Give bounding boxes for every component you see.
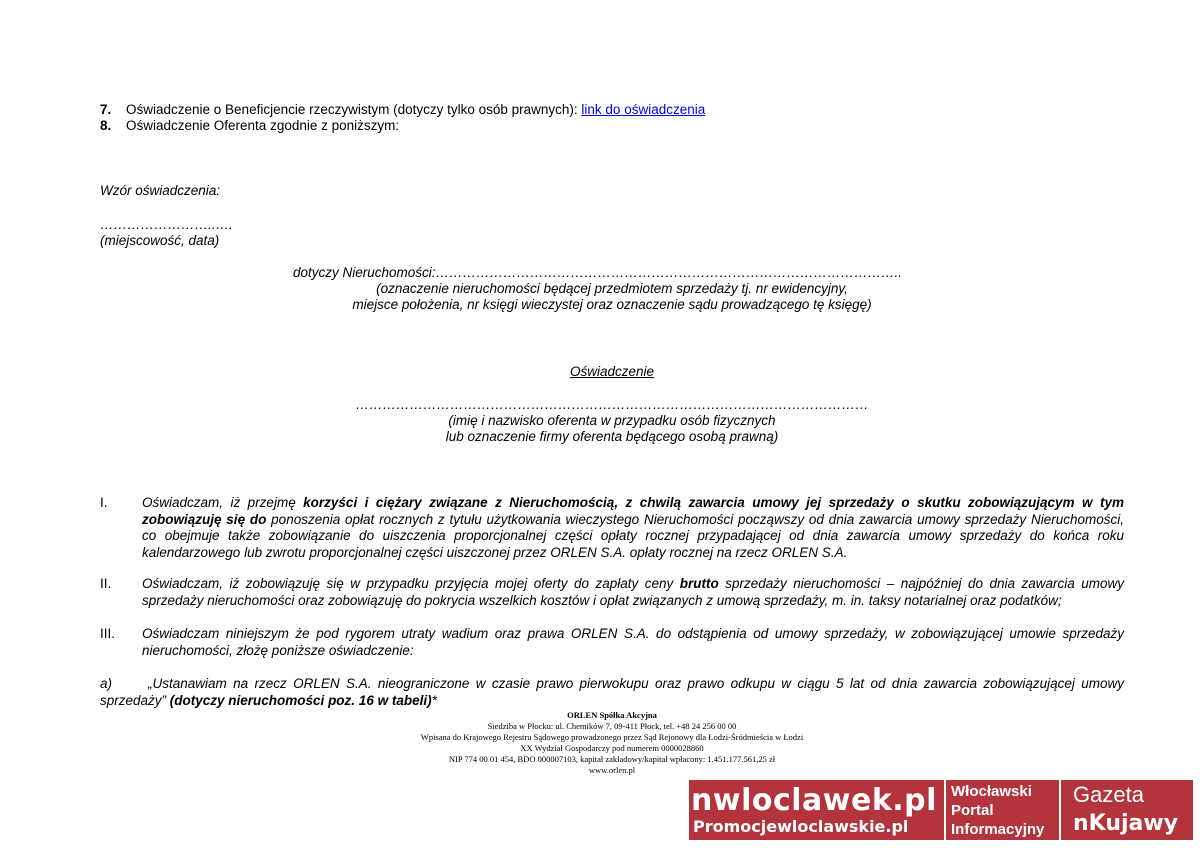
property-desc-2: miejsce położenia, nr księgi wieczystej oraz oznaczenie sądu prowadzącego tę księgę) xyxy=(352,297,872,312)
footer-line-3: XX Wydział Gospodarczy pod numerem 0000028860 xyxy=(520,743,704,753)
banner-portal xyxy=(951,782,1044,839)
item-7-text: Oświadczenie o Beneficjencie rzeczywistym (dotyczy tylko osób prawnych): xyxy=(126,102,582,117)
banner-portal-line-2: Portal xyxy=(951,802,994,819)
banner-site: nwloclawek.pl xyxy=(691,783,937,818)
paragraph-a-text: „Ustanawiam na rzecz ORLEN S.A. nieograniczone w czasie prawo pierwokupu oraz prawo odkupu w ciągu 5 lat od dnia zawarcia zobowiązującej umowy sprzedaży” xyxy=(100,676,1124,708)
footer-line-2: Wpisana do Krajowego Rejestru Sądowego prowadzonego przez Sąd Rejonowy dla Łodzi-Śródmieścia w Łodzi xyxy=(420,732,804,742)
document-footer xyxy=(300,710,924,776)
footer-line-4: NIP 774 00 01 454, BDO 000007103, kapitał zakładowy/kapitał wpłacony: 1.451.177.561,25 zł xyxy=(448,754,776,764)
item-8-number: 8. xyxy=(100,118,112,133)
paragraph-a-asterisk: * xyxy=(431,692,437,708)
place-date-dots: ……………………..…. xyxy=(100,217,233,232)
item-7 xyxy=(100,102,705,118)
paragraph-i-number: I. xyxy=(100,495,108,510)
paragraph-a xyxy=(100,676,1124,709)
banner-promo: Promocjewloclawskie.pl xyxy=(693,817,909,836)
property-line: dotyczy Nieruchomości:………………………………………………………………………………………….. xyxy=(293,265,903,280)
paragraph-iii-text: Oświadczam niniejszym że pod rygorem utraty wadium oraz prawa ORLEN S.A. do odstąpienia od umowy sprzedaży, w zobowiązującej umowie sprzedaży nieruchomości, złożę poniższe oświadczenie: xyxy=(142,626,1124,658)
banner-nkujawy: nKujawy xyxy=(1073,811,1179,836)
banner-divider xyxy=(944,780,946,840)
paragraph-i xyxy=(100,495,1124,561)
banner-divider xyxy=(1059,780,1061,840)
beneficiary-statement-link[interactable]: link do oświadczenia xyxy=(581,102,706,117)
paragraph-a-bold: (dotyczy nieruchomości poz. 16 w tabeli) xyxy=(169,692,432,708)
banner-gazeta: Gazeta xyxy=(1073,782,1144,807)
item-8 xyxy=(100,118,399,134)
item-7-number: 7. xyxy=(100,102,112,117)
paragraph-ii-bold: brutto xyxy=(679,576,719,591)
paragraph-ii-text-1: Oświadczam, iż zobowiązuję się w przypadku przyjęcia mojej oferty do zapłaty ceny xyxy=(142,576,680,591)
footer-company: ORLEN Spółka Akcyjna xyxy=(567,710,657,720)
paragraph-ii xyxy=(100,576,1124,609)
paragraph-i-bold: korzyści i ciężary związane z Nieruchomością, z chwilą zawarcia umowy jej sprzedaży o skutku zobowiązującym w tym zobowiązuję się do xyxy=(142,495,1124,527)
watermark-banner xyxy=(689,780,1193,840)
paragraph-iii xyxy=(100,626,1124,659)
bidder-desc-2: lub oznaczenie firmy oferenta będącego osobą prawną) xyxy=(445,429,779,444)
banner-portal-line-3: Informacyjny xyxy=(951,821,1045,838)
banner-portal-line-1: Włocławski xyxy=(951,783,1032,800)
paragraph-ii-number: II. xyxy=(100,576,112,591)
template-heading: Wzór oświadczenia: xyxy=(100,183,221,198)
paragraph-a-label: a) xyxy=(100,676,113,691)
footer-line-5: www.orlen.pl xyxy=(588,765,636,775)
place-date-label: (miejscowość, data) xyxy=(100,233,220,248)
item-8-text: Oświadczenie Oferenta zgodnie z poniższym: xyxy=(126,118,400,133)
bidder-dots: …………………………………………………………………………………………………… xyxy=(355,397,869,412)
paragraph-i-text-1: Oświadczam, iż przejmę xyxy=(142,495,304,510)
footer-line-1: Siedziba w Płocku: ul. Chemików 7, 09-411 Płock, tel. +48 24 256 00 00 xyxy=(487,721,737,731)
paragraph-i-text-2: ponoszenia opłat rocznych z tytułu użytkowania wieczystego Nieruchomości począwszy od dnia zawarcia umowy sprzedaży Nieruchomości, co obejmuje także zobowiązanie do uiszczenia proporcjonalnej części opłaty rocznej przypadającej od dnia zawarcia umowy sprzedaży do końca roku kalendarzowego lub zwrotu proporcjonalnej części uiszczonej przez ORLEN S.A. opłaty rocznej na rzecz ORLEN S.A. xyxy=(142,511,1124,560)
statement-title: Oświadczenie xyxy=(569,364,655,379)
property-desc-1: (oznaczenie nieruchomości będącej przedmiotem sprzedaży tj. nr ewidencyjny, xyxy=(376,281,848,296)
paragraph-iii-number: III. xyxy=(100,626,116,641)
paragraph-ii-text-2: sprzedaży nieruchomości – najpóźniej do dnia zawarcia umowy sprzedaży nieruchomości oraz zobowiązuję do pokrycia wszelkich kosztów i opłat związanych z umową sprzedaży, m. in. taksy notarialnej oraz podatków; xyxy=(142,576,1125,608)
bidder-desc-1: (imię i nazwisko oferenta w przypadku osób fizycznych xyxy=(448,413,776,428)
